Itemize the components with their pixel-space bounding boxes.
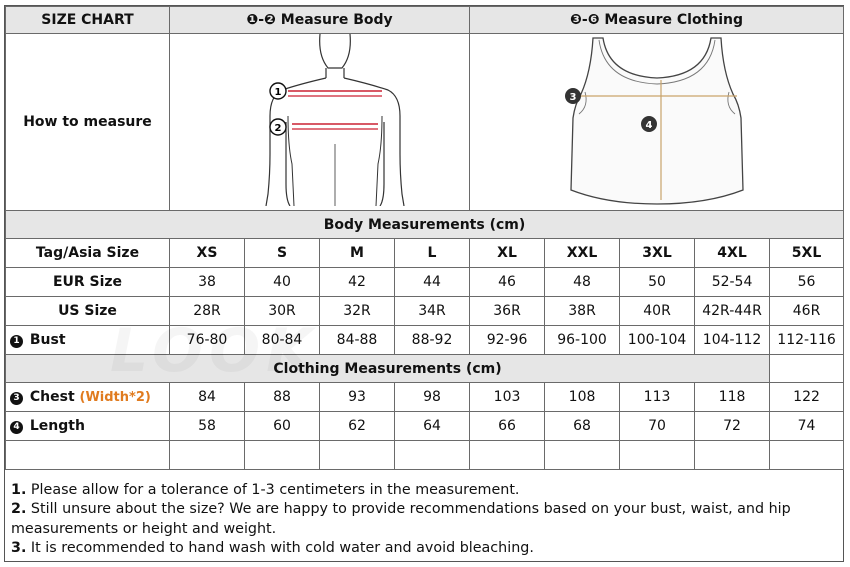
eur-cell: 52-54 xyxy=(695,268,770,297)
chest-row xyxy=(6,383,844,412)
length-cell: 68 xyxy=(545,412,620,441)
eur-cell: 56 xyxy=(770,268,844,297)
chest-cell: 122 xyxy=(770,383,844,412)
tank-top-icon xyxy=(471,34,843,206)
bust-cell: 80-84 xyxy=(245,326,320,355)
empty-cell xyxy=(320,441,395,470)
length-cell: 64 xyxy=(395,412,470,441)
us-cell: 46R xyxy=(770,297,844,326)
empty-cell xyxy=(395,441,470,470)
note-item xyxy=(11,481,837,500)
marker-1: 1 xyxy=(274,87,282,98)
size-row xyxy=(6,239,844,268)
us-cell: 32R xyxy=(320,297,395,326)
note-item xyxy=(11,500,837,539)
us-cell: 40R xyxy=(620,297,695,326)
us-cell: 30R xyxy=(245,297,320,326)
chest-cell: 118 xyxy=(695,383,770,412)
eur-cell: 48 xyxy=(545,268,620,297)
empty-cell xyxy=(620,441,695,470)
bust-cell: 96-100 xyxy=(545,326,620,355)
body-figure-icon xyxy=(170,34,470,206)
empty-cell xyxy=(695,441,770,470)
length-cell: 72 xyxy=(695,412,770,441)
measure-body-title: ❶-❷ Measure Body xyxy=(170,7,470,34)
how-to-measure-row xyxy=(6,34,844,211)
bust-cell: 100-104 xyxy=(620,326,695,355)
note-number: 1. xyxy=(11,482,27,498)
chest-cell: 84 xyxy=(170,383,245,412)
notes-section xyxy=(11,481,837,558)
size-cell: XL xyxy=(470,239,545,268)
us-cell: 28R xyxy=(170,297,245,326)
length-row-label: Length xyxy=(29,418,85,434)
us-cell: 38R xyxy=(545,297,620,326)
eur-row xyxy=(6,268,844,297)
chest-cell: 88 xyxy=(245,383,320,412)
length-cell: 62 xyxy=(320,412,395,441)
header-row xyxy=(6,7,844,34)
eur-row-label: EUR Size xyxy=(6,268,170,297)
eur-cell: 44 xyxy=(395,268,470,297)
empty-cell xyxy=(545,441,620,470)
note-text: Please allow for a tolerance of 1-3 centimeters in the measurement. xyxy=(26,482,520,498)
bust-row-label: Bust xyxy=(29,332,66,348)
us-row xyxy=(6,297,844,326)
chest-row-label: Chest xyxy=(29,389,75,405)
empty-cell xyxy=(245,441,320,470)
bust-cell: 112-116 xyxy=(770,326,844,355)
eur-cell: 42 xyxy=(320,268,395,297)
clothing-section-row xyxy=(6,355,844,383)
size-cell: 3XL xyxy=(620,239,695,268)
chest-cell: 103 xyxy=(470,383,545,412)
length-cell: 60 xyxy=(245,412,320,441)
size-cell: 5XL xyxy=(770,239,844,268)
chest-row-label-cell xyxy=(6,383,170,412)
length-cell: 66 xyxy=(470,412,545,441)
length-marker-icon: 4 xyxy=(10,421,23,434)
body-diagram-cell xyxy=(170,34,470,211)
us-cell: 36R xyxy=(470,297,545,326)
bust-cell: 88-92 xyxy=(395,326,470,355)
note-text: Still unsure about the size? We are happy to provide recommendations based on your bust, waist, and hip measurements or height and weight. xyxy=(11,501,791,537)
measure-clothing-title: ❸-❻ Measure Clothing xyxy=(470,7,844,34)
bust-cell: 76-80 xyxy=(170,326,245,355)
bust-cell: 84-88 xyxy=(320,326,395,355)
empty-cell xyxy=(170,441,245,470)
size-chart-title: SIZE CHART xyxy=(6,7,170,34)
size-cell: XXL xyxy=(545,239,620,268)
bust-cell: 104-112 xyxy=(695,326,770,355)
empty-row xyxy=(6,441,844,470)
empty-cell xyxy=(470,441,545,470)
length-cell: 70 xyxy=(620,412,695,441)
size-cell: L xyxy=(395,239,470,268)
length-cell: 74 xyxy=(770,412,844,441)
how-to-measure-label: How to measure xyxy=(6,34,170,211)
marker-2: 2 xyxy=(274,123,282,134)
body-measurements-title: Body Measurements (cm) xyxy=(6,211,844,239)
size-cell: M xyxy=(320,239,395,268)
chest-cell: 108 xyxy=(545,383,620,412)
length-cell: 58 xyxy=(170,412,245,441)
length-row-label-cell xyxy=(6,412,170,441)
empty-cell xyxy=(6,441,170,470)
clothing-diagram-cell xyxy=(470,34,844,211)
clothing-section-empty-cell xyxy=(770,355,844,383)
eur-cell: 40 xyxy=(245,268,320,297)
us-cell: 34R xyxy=(395,297,470,326)
bust-row-label-cell xyxy=(6,326,170,355)
chest-cell: 113 xyxy=(620,383,695,412)
note-number: 3. xyxy=(11,539,27,556)
body-section-row xyxy=(6,211,844,239)
size-chart-sheet xyxy=(4,5,844,562)
eur-cell: 46 xyxy=(470,268,545,297)
size-cell: 4XL xyxy=(695,239,770,268)
chest-cell: 93 xyxy=(320,383,395,412)
us-cell: 42R-44R xyxy=(695,297,770,326)
chest-marker-icon: 3 xyxy=(10,392,23,405)
note-text: It is recommended to hand wash with cold water and avoid bleaching. xyxy=(26,539,534,556)
marker-3: 3 xyxy=(569,92,577,103)
length-row xyxy=(6,412,844,441)
chest-width-hint: (Width*2) xyxy=(79,390,151,405)
us-row-label: US Size xyxy=(6,297,170,326)
marker-4: 4 xyxy=(645,120,653,131)
size-chart-table xyxy=(5,6,844,470)
size-cell: S xyxy=(245,239,320,268)
note-number: 2. xyxy=(11,501,27,518)
empty-cell xyxy=(770,441,844,470)
bust-marker-icon: 1 xyxy=(10,335,23,348)
size-cell: XS xyxy=(170,239,245,268)
eur-cell: 50 xyxy=(620,268,695,297)
size-row-label: Tag/Asia Size xyxy=(6,239,170,268)
clothing-measurements-title: Clothing Measurements (cm) xyxy=(6,355,770,383)
chest-cell: 98 xyxy=(395,383,470,412)
bust-cell: 92-96 xyxy=(470,326,545,355)
eur-cell: 38 xyxy=(170,268,245,297)
bust-row xyxy=(6,326,844,355)
note-item xyxy=(11,539,837,558)
